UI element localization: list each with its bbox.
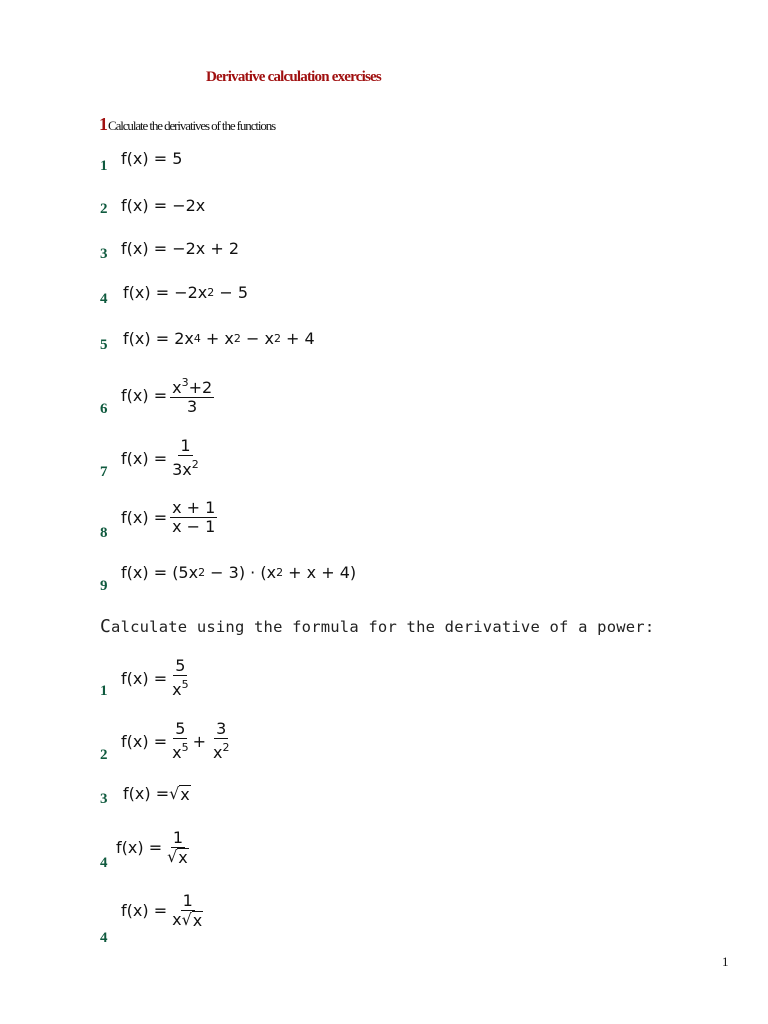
exercise-number: 5	[100, 337, 108, 353]
exercise-number: 9	[100, 578, 108, 594]
exercise-formula: f(x) = −2x	[121, 196, 206, 215]
exercise-number: 1	[100, 683, 108, 699]
page-number: 1	[722, 954, 729, 969]
fraction: $\frac{5}{x^5}$	[172, 656, 189, 699]
exercise-number: 8	[100, 525, 108, 541]
exercise-number: 4	[100, 291, 108, 307]
exercise-formula: f(x) = $\frac{x^3+2}{3}$	[121, 376, 213, 416]
page-title: Derivative calculation exercises	[206, 69, 381, 85]
exercise-number: 3	[100, 791, 108, 807]
section-1-instruction: Calculate the derivatives of the functions	[108, 118, 276, 133]
section-1-heading	[99, 114, 275, 135]
exercise-number: 6	[100, 401, 108, 417]
exercise-formula: f(x) = √ x	[123, 784, 190, 804]
square-root: √ x	[167, 847, 188, 867]
exercise-formula: f(x) = −2x + 2	[121, 239, 239, 258]
exercise-number: 7	[100, 464, 108, 480]
exercise-number: 2	[100, 747, 108, 763]
exercise-formula: f(x) = 5	[121, 149, 183, 168]
exercise-number: 4	[100, 930, 108, 946]
exercise-formula: f(x) = $\frac{5}{x^5}$ + $\frac{3}{x^2}$	[121, 719, 230, 762]
square-root: √ x	[181, 910, 203, 930]
exercise-formula: f(x) = 2x 4 + x 2 − x 2 + 4	[123, 329, 315, 348]
section-1-number: 1	[99, 114, 108, 134]
exercise-formula: f(x) = $\frac{5}{x^5}$	[121, 656, 189, 699]
fraction: 1 x √ x	[172, 891, 203, 930]
exercise-number: 3	[100, 246, 108, 262]
fraction: $\frac{x^3+2}{3}$	[172, 376, 213, 416]
exercise-number: 4	[100, 855, 108, 871]
exercise-number: 2	[100, 201, 108, 217]
fraction: $\frac{5}{x^5}$	[172, 719, 189, 762]
exercise-formula: f(x) = (5x 2 − 3) · (x 2 + x + 4)	[121, 563, 357, 582]
exercise-formula: f(x) = −2x 2 − 5	[123, 283, 249, 302]
exercise-formula: f(x) = $\frac{x + 1}{x - 1}$	[121, 498, 216, 536]
exercise-formula: f(x) = $\frac{1}{3x^2}$	[121, 436, 199, 479]
fraction: $\frac{1}{3x^2}$	[172, 436, 199, 479]
section-2-heading: Calculate using the formula for the derivative of a power:	[100, 616, 655, 637]
exercise-number: 1	[100, 158, 108, 174]
fraction: $\frac{3}{x^2}$	[212, 719, 230, 762]
exercise-formula: f(x) = 1 √ x	[116, 829, 191, 866]
fraction: $\frac{x + 1}{x - 1}$	[172, 498, 216, 536]
fraction: 1 √ x	[167, 828, 188, 867]
square-root: √ x	[169, 784, 190, 804]
exercise-formula: f(x) = 1 x √ x	[121, 892, 205, 929]
